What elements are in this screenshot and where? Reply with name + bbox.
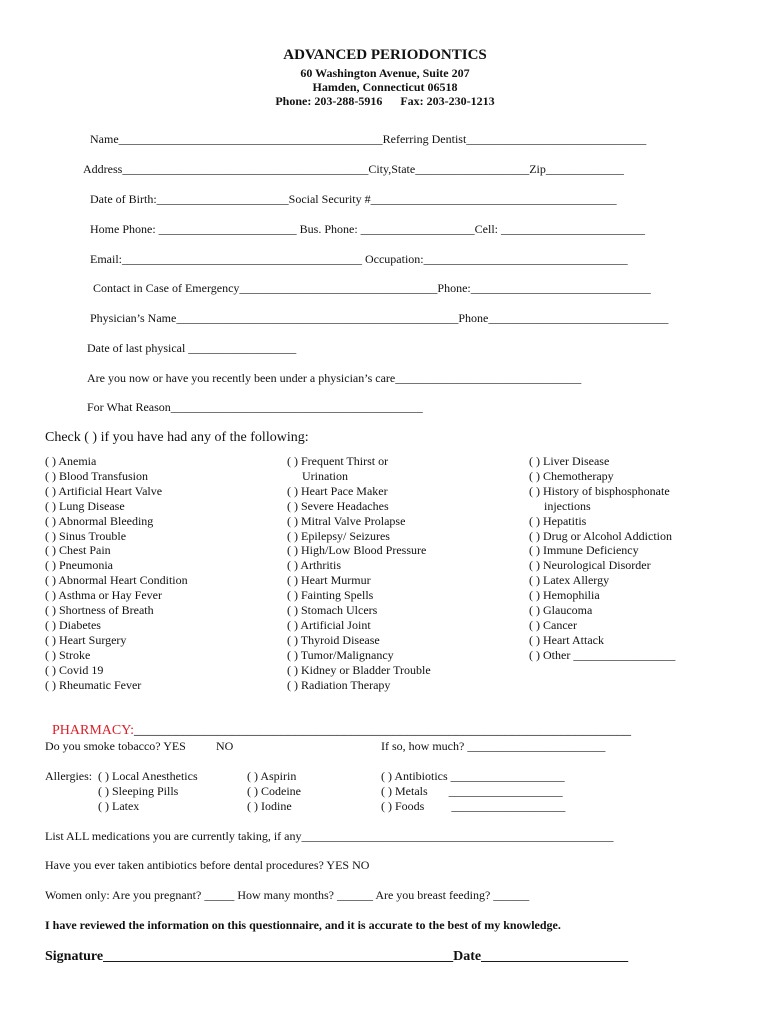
checklist-item[interactable]: ( ) Abnormal Bleeding xyxy=(45,513,154,528)
checklist-item[interactable]: ( ) Heart Attack xyxy=(529,632,604,647)
checklist-item[interactable]: ( ) Fainting Spells xyxy=(287,588,374,603)
tobacco-amount-field[interactable]: If so, how much? _______________________ xyxy=(381,739,606,753)
checklist-item[interactable]: ( ) Covid 19 xyxy=(45,662,104,677)
checklist-column-3 xyxy=(529,454,675,663)
address-field[interactable]: Address_________________________________________City,State___________________Zip_____________ xyxy=(83,162,624,176)
checklist-item[interactable]: ( ) Heart Surgery xyxy=(45,632,127,647)
allergy-option[interactable]: ( ) Foods ___________________ xyxy=(381,798,566,813)
practice-address-line2: Hamden, Connecticut 06518 xyxy=(312,80,458,94)
checklist-item[interactable]: ( ) Shortness of Breath xyxy=(45,603,154,618)
checklist-item[interactable]: ( ) Thyroid Disease xyxy=(287,632,380,647)
allergy-option[interactable]: ( ) Sleeping Pills xyxy=(98,783,179,798)
women-only-question[interactable]: Women only: Are you pregnant? _____ How many months? ______ Are you breast feeding? ______ xyxy=(45,888,530,902)
signature-date-line[interactable]: Signature__________________________________________________Date_____________________ xyxy=(45,949,629,964)
checklist-item[interactable]: ( ) Other _________________ xyxy=(529,647,676,662)
checklist-item[interactable]: Urination xyxy=(287,468,348,483)
allergy-option[interactable]: ( ) Codeine xyxy=(247,783,301,798)
phone-numbers-field[interactable]: Home Phone: _______________________ Bus. Phone: ___________________Cell: ________________________ xyxy=(90,222,645,236)
checklist-item[interactable]: ( ) Abnormal Heart Condition xyxy=(45,573,188,588)
name-field[interactable]: Name____________________________________________Referring Dentist______________________________ xyxy=(90,132,647,146)
checklist-item[interactable]: ( ) Artificial Joint xyxy=(287,617,371,632)
checklist-item[interactable]: ( ) Stroke xyxy=(45,647,91,662)
checklist-item[interactable]: ( ) Hepatitis xyxy=(529,513,587,528)
checklist-item[interactable]: ( ) Mitral Valve Prolapse xyxy=(287,513,406,528)
checklist-item[interactable]: ( ) Frequent Thirst or xyxy=(287,454,389,468)
allergy-option[interactable]: ( ) Latex xyxy=(98,798,140,813)
tobacco-no-option[interactable]: NO xyxy=(216,739,234,753)
reason-field[interactable]: For What Reason__________________________________________ xyxy=(87,400,423,414)
checklist-item[interactable]: ( ) Diabetes xyxy=(45,617,101,632)
practice-address-line1: 60 Washington Avenue, Suite 207 xyxy=(300,66,470,80)
practice-phone-fax: Phone: 203-288-5916 Fax: 203-230-1213 xyxy=(275,94,495,108)
allergy-option[interactable]: ( ) Antibiotics ___________________ xyxy=(381,769,565,783)
allergy-option[interactable]: ( ) Aspirin xyxy=(247,769,297,783)
practice-name: ADVANCED PERIODONTICS xyxy=(283,47,487,63)
allergies-label: Allergies: xyxy=(45,769,93,783)
allergies-column-2 xyxy=(247,769,301,814)
checklist-item[interactable]: ( ) Artificial Heart Valve xyxy=(45,483,163,498)
checklist-item[interactable]: ( ) Severe Headaches xyxy=(287,498,389,513)
checklist-item[interactable]: ( ) Kidney or Bladder Trouble xyxy=(287,662,431,677)
allergy-option[interactable]: ( ) Iodine xyxy=(247,798,292,813)
checklist-item[interactable]: ( ) Lung Disease xyxy=(45,498,125,513)
checklist-item[interactable]: ( ) Blood Transfusion xyxy=(45,468,149,483)
checklist-item[interactable]: ( ) Anemia xyxy=(45,454,97,468)
allergies-column-3 xyxy=(381,769,565,814)
pharmacy-label: PHARMACY: xyxy=(52,723,134,738)
attestation-statement: I have reviewed the information on this questionnaire, and it is accurate to the best of my knowledge. xyxy=(45,918,561,932)
pharmacy-field[interactable] xyxy=(45,707,631,739)
checklist-item[interactable]: ( ) Chemotherapy xyxy=(529,468,614,483)
checklist-item[interactable]: ( ) Rheumatic Fever xyxy=(45,677,142,692)
checklist-item[interactable]: ( ) Tumor/Malignancy xyxy=(287,647,394,662)
email-occupation-field[interactable]: Email:________________________________________ Occupation:__________________________________ xyxy=(90,252,628,266)
antibiotics-question[interactable]: Have you ever taken antibiotics before dental procedures? YES NO xyxy=(45,858,370,872)
allergy-option[interactable]: ( ) Metals ___________________ xyxy=(381,783,563,798)
physician-care-field[interactable]: Are you now or have you recently been under a physician’s care_______________________________ xyxy=(87,371,582,385)
checklist-item[interactable]: ( ) Radiation Therapy xyxy=(287,677,391,692)
checklist-item[interactable]: ( ) History of bisphosphonate xyxy=(529,483,670,498)
dob-ssn-field[interactable]: Date of Birth:______________________Social Security #_________________________________________ xyxy=(90,192,617,206)
allergies-column-1 xyxy=(98,769,198,814)
emergency-contact-field[interactable]: Contact in Case of Emergency_________________________________Phone:______________________________ xyxy=(93,281,651,295)
physician-name-field[interactable]: Physician’s Name_______________________________________________Phone______________________________ xyxy=(90,311,669,325)
last-physical-field[interactable]: Date of last physical __________________ xyxy=(87,341,297,355)
checklist-item[interactable]: ( ) Epilepsy/ Seizures xyxy=(287,528,390,543)
tobacco-question: Do you smoke tobacco? YES xyxy=(45,739,186,753)
checklist-column-2 xyxy=(287,454,431,693)
checklist-item[interactable]: injections xyxy=(529,498,591,513)
checklist-item[interactable]: ( ) Arthritis xyxy=(287,558,341,573)
checklist-item[interactable]: ( ) Stomach Ulcers xyxy=(287,603,378,618)
checklist-item[interactable]: ( ) Latex Allergy xyxy=(529,573,610,588)
checklist-item[interactable]: ( ) High/Low Blood Pressure xyxy=(287,543,427,558)
checklist-heading: Check ( ) if you have had any of the following: xyxy=(45,430,309,445)
checklist-item[interactable]: ( ) Sinus Trouble xyxy=(45,528,127,543)
checklist-item[interactable]: ( ) Drug or Alcohol Addiction xyxy=(529,528,672,543)
checklist-item[interactable]: ( ) Cancer xyxy=(529,617,577,632)
checklist-item[interactable]: ( ) Chest Pain xyxy=(45,543,111,558)
checklist-item[interactable]: ( ) Heart Pace Maker xyxy=(287,483,388,498)
medications-field[interactable]: List ALL medications you are currently taking, if any____________________________________________________ xyxy=(45,829,614,843)
checklist-item[interactable]: ( ) Glaucoma xyxy=(529,603,593,618)
pharmacy-line[interactable]: _______________________________________________________________________ xyxy=(133,723,631,738)
checklist-item[interactable]: ( ) Pneumonia xyxy=(45,558,113,573)
checklist-item[interactable]: ( ) Hemophilia xyxy=(529,588,600,603)
checklist-item[interactable]: ( ) Immune Deficiency xyxy=(529,543,639,558)
checklist-item[interactable]: ( ) Asthma or Hay Fever xyxy=(45,588,162,603)
checklist-column-1 xyxy=(45,454,188,693)
checklist-item[interactable]: ( ) Neurological Disorder xyxy=(529,558,651,573)
checklist-item[interactable]: ( ) Liver Disease xyxy=(529,454,610,468)
checklist-item[interactable]: ( ) Heart Murmur xyxy=(287,573,371,588)
allergy-option[interactable]: ( ) Local Anesthetics xyxy=(98,769,198,783)
